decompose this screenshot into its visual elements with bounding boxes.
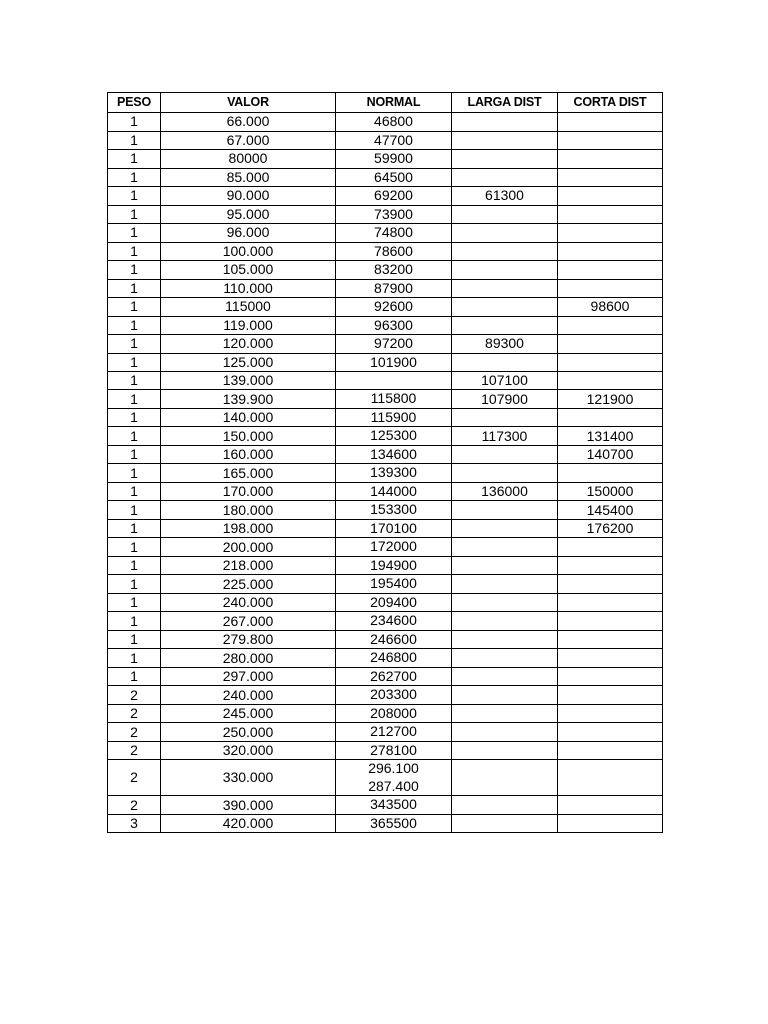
cell-valor: 110.000 (161, 279, 336, 298)
cell-normal-value: 209400 (370, 593, 417, 610)
cell-larga-dist (452, 796, 558, 815)
cell-corta-dist (558, 612, 663, 631)
cell-peso: 2 (108, 704, 161, 723)
cell-peso: 1 (108, 261, 161, 280)
cell-corta-dist (558, 353, 663, 372)
cell-corta-dist (558, 187, 663, 206)
cell-larga-dist: 117300 (452, 427, 558, 446)
cell-peso: 1 (108, 556, 161, 575)
cell-valor: 420.000 (161, 814, 336, 833)
cell-peso: 1 (108, 187, 161, 206)
cell-valor: 390.000 (161, 796, 336, 815)
cell-larga-dist (452, 667, 558, 686)
cell-valor: 279.800 (161, 630, 336, 649)
cell-normal (336, 335, 452, 354)
cell-normal-value: 212700 (370, 723, 417, 740)
cell-corta-dist: 150000 (558, 482, 663, 501)
cell-valor: 160.000 (161, 445, 336, 464)
cell-normal (336, 760, 452, 796)
cell-normal (336, 353, 452, 372)
cell-valor: 297.000 (161, 667, 336, 686)
cell-normal-value: 87900 (374, 279, 413, 296)
cell-normal (336, 796, 452, 815)
cell-corta-dist (558, 667, 663, 686)
cell-peso: 1 (108, 630, 161, 649)
cell-valor: 320.000 (161, 741, 336, 760)
cell-peso: 1 (108, 649, 161, 668)
cell-valor: 95.000 (161, 205, 336, 224)
cell-peso: 1 (108, 316, 161, 335)
cell-larga-dist (452, 408, 558, 427)
cell-larga-dist (452, 242, 558, 261)
cell-normal-value: 46800 (374, 113, 413, 129)
cell-larga-dist (452, 612, 558, 631)
cell-peso: 2 (108, 796, 161, 815)
cell-corta-dist: 131400 (558, 427, 663, 446)
table-row (108, 298, 663, 317)
cell-larga-dist: 61300 (452, 187, 558, 206)
cell-normal (336, 390, 452, 409)
cell-larga-dist (452, 298, 558, 317)
cell-corta-dist (558, 686, 663, 705)
cell-normal (336, 242, 452, 261)
cell-valor: 245.000 (161, 704, 336, 723)
cell-corta-dist (558, 814, 663, 833)
table-row (108, 242, 663, 261)
cell-corta-dist: 140700 (558, 445, 663, 464)
cell-larga-dist (452, 575, 558, 594)
cell-normal (336, 612, 452, 631)
cell-peso: 1 (108, 390, 161, 409)
table-body (108, 113, 663, 833)
cell-normal (336, 723, 452, 742)
cell-larga-dist (452, 353, 558, 372)
cell-peso: 2 (108, 723, 161, 742)
cell-normal-value: 115900 (370, 408, 417, 425)
cell-peso: 1 (108, 667, 161, 686)
cell-normal-value: 208000 (370, 704, 417, 721)
cell-normal-value: 203300 (370, 686, 417, 703)
table-row (108, 760, 663, 796)
cell-normal-value: 144000 (370, 482, 417, 499)
cell-normal (336, 316, 452, 335)
cell-valor: 180.000 (161, 501, 336, 520)
cell-larga-dist (452, 723, 558, 742)
cell-peso: 1 (108, 113, 161, 132)
cell-normal-value: 125300 (370, 427, 417, 444)
cell-valor: 119.000 (161, 316, 336, 335)
cell-peso: 1 (108, 335, 161, 354)
cell-normal (336, 372, 452, 390)
cell-valor: 80000 (161, 150, 336, 169)
cell-peso: 2 (108, 686, 161, 705)
cell-peso: 1 (108, 501, 161, 520)
cell-normal-value: 73900 (374, 205, 413, 222)
cell-valor: 198.000 (161, 519, 336, 538)
cell-corta-dist: 98600 (558, 298, 663, 317)
cell-peso: 3 (108, 814, 161, 833)
table-row (108, 538, 663, 557)
table-row (108, 408, 663, 427)
cell-peso: 1 (108, 279, 161, 298)
cell-corta-dist (558, 372, 663, 390)
table-row (108, 187, 663, 206)
cell-normal-value: 83200 (374, 261, 413, 277)
cell-normal-value: 96300 (374, 316, 413, 333)
cell-valor: 139.900 (161, 390, 336, 409)
cell-normal-value: 195400 (370, 575, 417, 592)
cell-corta-dist (558, 556, 663, 575)
table-row (108, 150, 663, 169)
cell-peso: 1 (108, 593, 161, 612)
cell-peso: 1 (108, 224, 161, 243)
cell-normal (336, 667, 452, 686)
cell-valor: 218.000 (161, 556, 336, 575)
cell-peso: 1 (108, 482, 161, 501)
cell-corta-dist (558, 224, 663, 243)
cell-normal (336, 519, 452, 538)
table-row (108, 593, 663, 612)
cell-normal-value: 172000 (370, 538, 417, 555)
cell-normal-value: 234600 (370, 612, 417, 629)
cell-larga-dist (452, 464, 558, 483)
table-row (108, 131, 663, 150)
cell-normal (336, 150, 452, 169)
cell-normal (336, 298, 452, 317)
cell-normal-value: 139300 (370, 464, 417, 481)
cell-normal (336, 482, 452, 501)
cell-corta-dist (558, 538, 663, 557)
cell-peso: 1 (108, 612, 161, 631)
cell-peso: 1 (108, 464, 161, 483)
table-row (108, 316, 663, 335)
cell-corta-dist (558, 242, 663, 261)
cell-normal-value: 92600 (374, 298, 413, 314)
cell-valor: 330.000 (161, 760, 336, 796)
cell-larga-dist (452, 224, 558, 243)
cell-valor: 105.000 (161, 261, 336, 280)
cell-larga-dist (452, 741, 558, 760)
cell-normal-value: 47700 (374, 131, 413, 148)
header-peso: PESO (108, 93, 161, 113)
cell-valor: 170.000 (161, 482, 336, 501)
header-larga-dist: LARGA DIST (452, 93, 558, 113)
cell-larga-dist (452, 150, 558, 169)
cell-corta-dist (558, 630, 663, 649)
table-row (108, 427, 663, 446)
cell-normal (336, 593, 452, 612)
cell-valor: 200.000 (161, 538, 336, 557)
cell-normal (336, 445, 452, 464)
cell-normal-value: 278100 (370, 741, 417, 758)
cell-larga-dist: 89300 (452, 335, 558, 354)
cell-normal (336, 649, 452, 668)
cell-peso: 1 (108, 298, 161, 317)
cell-normal-value: 97200 (374, 335, 413, 351)
cell-normal (336, 501, 452, 520)
cell-normal (336, 556, 452, 575)
cell-peso: 1 (108, 372, 161, 390)
cell-larga-dist (452, 538, 558, 557)
cell-valor: 140.000 (161, 408, 336, 427)
cell-peso: 1 (108, 445, 161, 464)
cell-peso: 1 (108, 131, 161, 150)
cell-corta-dist (558, 279, 663, 298)
cell-normal (336, 279, 452, 298)
cell-valor: 100.000 (161, 242, 336, 261)
cell-corta-dist (558, 131, 663, 150)
cell-larga-dist (452, 760, 558, 796)
cell-larga-dist (452, 556, 558, 575)
cell-corta-dist (558, 575, 663, 594)
table-row (108, 519, 663, 538)
cell-corta-dist (558, 205, 663, 224)
price-table (107, 92, 663, 833)
header-corta-dist: CORTA DIST (558, 93, 663, 113)
cell-normal (336, 630, 452, 649)
cell-corta-dist (558, 704, 663, 723)
cell-normal-value: 64500 (374, 168, 413, 185)
cell-peso: 1 (108, 519, 161, 538)
cell-corta-dist (558, 723, 663, 742)
table-row (108, 372, 663, 390)
table-row (108, 168, 663, 187)
cell-corta-dist (558, 741, 663, 760)
cell-larga-dist (452, 131, 558, 150)
cell-corta-dist (558, 150, 663, 169)
cell-normal (336, 261, 452, 280)
table-row (108, 224, 663, 243)
cell-peso: 1 (108, 205, 161, 224)
table-row (108, 814, 663, 833)
cell-normal-value: 74800 (374, 224, 413, 240)
table-row (108, 445, 663, 464)
table-row (108, 261, 663, 280)
cell-larga-dist (452, 501, 558, 520)
header-valor: VALOR (161, 93, 336, 113)
cell-normal-value: 115800 (370, 390, 417, 407)
cell-peso: 1 (108, 168, 161, 187)
cell-normal-value: 194900 (370, 556, 417, 573)
cell-normal-value: 287.400 (368, 777, 419, 794)
table-row (108, 335, 663, 354)
cell-normal (336, 131, 452, 150)
cell-valor: 139.000 (161, 372, 336, 390)
cell-corta-dist: 145400 (558, 501, 663, 520)
cell-larga-dist (452, 519, 558, 538)
table-row (108, 741, 663, 760)
cell-larga-dist (452, 261, 558, 280)
cell-valor: 240.000 (161, 593, 336, 612)
cell-normal (336, 464, 452, 483)
cell-valor: 120.000 (161, 335, 336, 354)
cell-normal (336, 427, 452, 446)
cell-valor: 150.000 (161, 427, 336, 446)
cell-valor: 85.000 (161, 168, 336, 187)
table-row (108, 501, 663, 520)
cell-larga-dist (452, 316, 558, 335)
header-normal: NORMAL (336, 93, 452, 113)
cell-larga-dist (452, 704, 558, 723)
cell-peso: 2 (108, 741, 161, 760)
cell-larga-dist (452, 445, 558, 464)
table-row (108, 649, 663, 668)
cell-normal-value: 296.100 (368, 760, 419, 777)
cell-valor: 67.000 (161, 131, 336, 150)
cell-valor: 66.000 (161, 113, 336, 132)
cell-valor: 240.000 (161, 686, 336, 705)
cell-normal-value: 153300 (370, 501, 417, 518)
cell-peso: 1 (108, 575, 161, 594)
cell-normal-value: 343500 (370, 796, 417, 813)
cell-corta-dist (558, 316, 663, 335)
cell-peso: 1 (108, 353, 161, 372)
cell-corta-dist (558, 464, 663, 483)
cell-corta-dist (558, 335, 663, 354)
cell-normal (336, 408, 452, 427)
table-row (108, 575, 663, 594)
table-row (108, 686, 663, 705)
table-row (108, 612, 663, 631)
cell-corta-dist (558, 408, 663, 427)
cell-normal-value: 69200 (374, 187, 413, 203)
cell-normal (336, 814, 452, 833)
cell-larga-dist (452, 630, 558, 649)
table-row (108, 630, 663, 649)
table-row (108, 353, 663, 372)
cell-corta-dist (558, 760, 663, 796)
cell-peso: 2 (108, 760, 161, 796)
cell-normal-value: 134600 (370, 445, 417, 462)
cell-normal (336, 168, 452, 187)
cell-valor: 267.000 (161, 612, 336, 631)
cell-corta-dist (558, 593, 663, 612)
table-row (108, 279, 663, 298)
table-row (108, 796, 663, 815)
cell-corta-dist: 121900 (558, 390, 663, 409)
cell-valor: 115000 (161, 298, 336, 317)
cell-normal (336, 224, 452, 243)
cell-normal (336, 113, 452, 132)
cell-normal-value: 170100 (370, 519, 417, 536)
cell-larga-dist (452, 686, 558, 705)
cell-corta-dist: 176200 (558, 519, 663, 538)
cell-normal-value: 246600 (370, 630, 417, 647)
cell-normal-value: 78600 (374, 242, 413, 259)
cell-valor: 250.000 (161, 723, 336, 742)
table-header-row (108, 93, 663, 113)
cell-valor: 225.000 (161, 575, 336, 594)
cell-peso: 1 (108, 242, 161, 261)
cell-peso: 1 (108, 408, 161, 427)
cell-normal-value: 246800 (370, 649, 417, 666)
cell-larga-dist (452, 814, 558, 833)
cell-larga-dist (452, 168, 558, 187)
cell-corta-dist (558, 261, 663, 280)
table-row (108, 464, 663, 483)
table-row (108, 723, 663, 742)
cell-larga-dist (452, 279, 558, 298)
cell-normal (336, 538, 452, 557)
cell-larga-dist (452, 593, 558, 612)
cell-peso: 1 (108, 427, 161, 446)
cell-valor: 125.000 (161, 353, 336, 372)
cell-valor: 280.000 (161, 649, 336, 668)
cell-larga-dist (452, 205, 558, 224)
cell-normal-value: 59900 (374, 150, 413, 166)
cell-normal-value: 262700 (370, 667, 417, 684)
cell-corta-dist (558, 649, 663, 668)
cell-normal (336, 741, 452, 760)
cell-normal (336, 575, 452, 594)
cell-normal (336, 686, 452, 705)
cell-normal (336, 205, 452, 224)
cell-normal-value: 101900 (370, 353, 417, 370)
cell-peso: 1 (108, 150, 161, 169)
cell-valor: 165.000 (161, 464, 336, 483)
cell-larga-dist (452, 649, 558, 668)
cell-corta-dist (558, 796, 663, 815)
table-row (108, 556, 663, 575)
cell-larga-dist: 136000 (452, 482, 558, 501)
table-row (108, 667, 663, 686)
cell-corta-dist (558, 113, 663, 132)
cell-valor: 96.000 (161, 224, 336, 243)
cell-normal-value: 365500 (370, 814, 417, 831)
cell-larga-dist: 107100 (452, 372, 558, 390)
cell-valor: 90.000 (161, 187, 336, 206)
table-row (108, 113, 663, 132)
table-row (108, 205, 663, 224)
cell-normal (336, 704, 452, 723)
cell-corta-dist (558, 168, 663, 187)
cell-normal (336, 187, 452, 206)
table-row (108, 390, 663, 409)
cell-larga-dist: 107900 (452, 390, 558, 409)
cell-peso: 1 (108, 538, 161, 557)
cell-larga-dist (452, 113, 558, 132)
table-row (108, 482, 663, 501)
table-row (108, 704, 663, 723)
